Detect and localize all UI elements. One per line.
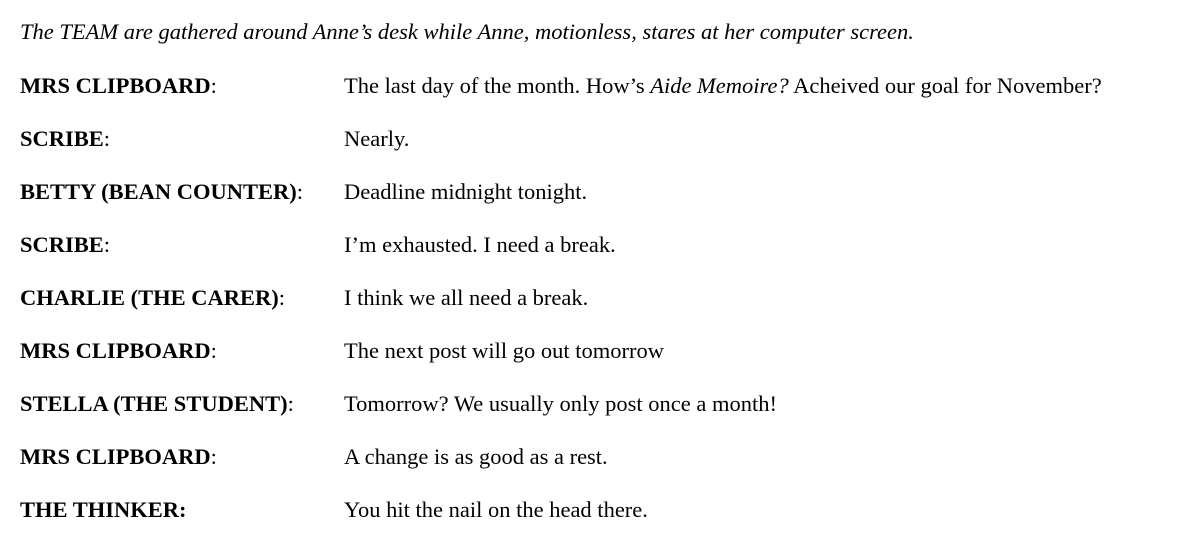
speaker-name (20, 390, 344, 418)
dialogue-line (20, 72, 1190, 125)
speech-text: I think we all need a break. (344, 285, 589, 310)
dialogue-line (20, 496, 1190, 549)
dialogue-line (20, 178, 1190, 231)
speaker-label: SCRIBE (20, 232, 104, 257)
speaker-label: MRS CLIPBOARD (20, 73, 211, 98)
speech-text: Deadline midnight tonight. (344, 179, 588, 204)
speaker-name (20, 443, 344, 471)
speaker-colon: : (103, 232, 111, 257)
speaker-name (20, 496, 344, 524)
speech-text: Nearly. (344, 126, 410, 151)
dialogue-line (20, 390, 1190, 443)
speaker-name (20, 231, 344, 259)
speaker-label: SCRIBE (20, 126, 104, 151)
dialogue-line (20, 125, 1190, 178)
speech-text (344, 72, 1102, 100)
stage-direction: The TEAM are gathered around Anne’s desk while Anne, motionless, stares at her computer screen. (20, 19, 914, 44)
speech-text: A change is as good as a rest. (344, 444, 608, 469)
speaker-label: THE THINKER: (20, 497, 187, 522)
dialogue-line (20, 231, 1190, 284)
dialogue-line (20, 337, 1190, 390)
speaker-label: CHARLIE (THE CARER) (20, 285, 279, 310)
speaker-colon: : (278, 285, 286, 310)
speech-part: Acheived our goal for November? (788, 73, 1102, 98)
speaker-colon: : (210, 444, 217, 469)
speech-text: Tomorrow? We usually only post once a month! (344, 391, 777, 416)
speech-text: You hit the nail on the head there. (344, 497, 648, 522)
speaker-label: MRS CLIPBOARD (20, 338, 211, 363)
speech-part: The last day of the month. How’s (344, 73, 651, 98)
speaker-name (20, 284, 344, 312)
dialogue-line (20, 443, 1190, 496)
speaker-colon: : (287, 391, 294, 416)
speaker-name (20, 178, 344, 206)
speaker-name (20, 337, 344, 365)
dialogue-line (20, 284, 1190, 337)
speech-text: I’m exhausted. I need a break. (344, 232, 616, 257)
speech-title: Aide Memoire? (650, 73, 789, 98)
speaker-label: MRS CLIPBOARD (20, 444, 211, 469)
speaker-colon: : (103, 126, 111, 151)
speaker-name (20, 72, 344, 100)
speaker-label: STELLA (THE STUDENT) (20, 391, 288, 416)
speaker-label: BETTY (BEAN COUNTER) (20, 179, 297, 204)
speaker-colon: : (210, 338, 217, 363)
speaker-name (20, 125, 344, 153)
speaker-colon: : (296, 179, 303, 204)
speaker-colon: : (210, 73, 217, 98)
dialogue-list (20, 72, 1190, 549)
speech-text: The next post will go out tomorrow (344, 338, 664, 363)
